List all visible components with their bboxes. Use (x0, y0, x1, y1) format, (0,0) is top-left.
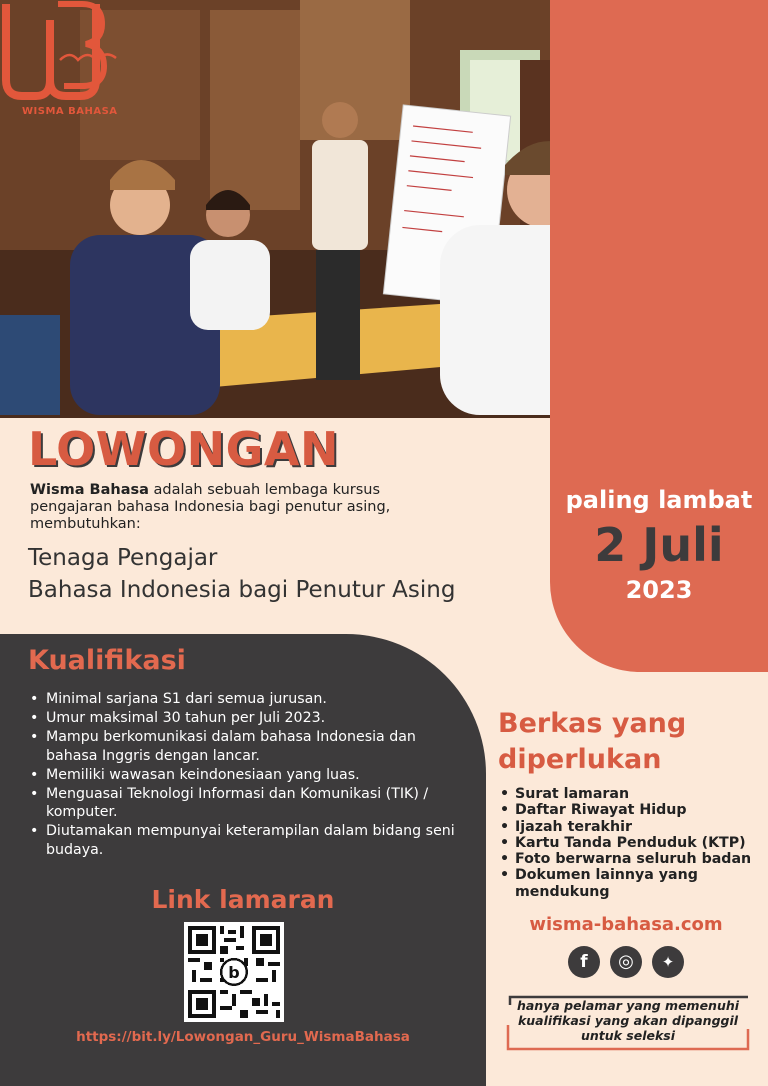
list-item: • Menguasai Teknologi Informasi dan Komunikasi (TIK) / komputer. (28, 785, 468, 822)
logo-wordmark: WISMA BAHASA (22, 106, 118, 117)
social-links (566, 946, 686, 980)
qr-code[interactable] (184, 922, 284, 1022)
twitter-icon[interactable]: ✦ (652, 946, 684, 978)
position-line-2: Bahasa Indonesia bagi Penutur Asing (28, 577, 456, 603)
job-position (28, 542, 548, 606)
list-item: • Dokumen lainnya yang mendukung (500, 867, 762, 900)
selection-note: hanya pelamar yang memenuhi kualifikasi yang akan dipanggil untuk seleksi (516, 998, 740, 1043)
list-item: • Umur maksimal 30 tahun per Juli 2023. (28, 709, 468, 728)
list-item: • Diutamakan mempunyai keterampilan dalam bidang seni budaya. (28, 822, 468, 859)
intro-text (30, 482, 450, 533)
qualifications-list (28, 690, 468, 860)
application-link[interactable]: https://bit.ly/Lowongan_Guru_WismaBahasa (76, 1029, 410, 1045)
svg-text:b: b (228, 963, 240, 982)
deadline-date: 2 Juli (594, 518, 724, 572)
org-name: Wisma Bahasa (30, 482, 149, 498)
documents-list (500, 786, 762, 900)
position-line-1: Tenaga Pengajar (28, 545, 218, 571)
website-link[interactable]: wisma-bahasa.com (529, 914, 723, 935)
page-title: LOWONGAN (28, 422, 339, 476)
list-item: • Mampu berkomunikasi dalam bahasa Indonesia dan bahasa Inggris dengan lancar. (28, 728, 468, 765)
application-title: Link lamaran (151, 885, 335, 914)
wisma-bahasa-logo (0, 0, 120, 110)
deadline (556, 486, 762, 604)
facebook-icon[interactable]: f (568, 946, 600, 978)
list-item: • Surat lamaran (500, 786, 762, 802)
list-item: • Daftar Riwayat Hidup (500, 802, 762, 818)
qualifications-title: Kualifikasi (28, 645, 186, 676)
instagram-icon[interactable]: ◎ (610, 946, 642, 978)
list-item: • Kartu Tanda Penduduk (KTP) (500, 835, 762, 851)
list-item: • Memiliki wawasan keindonesiaan yang luas. (28, 766, 468, 785)
list-item: • Ijazah terakhir (500, 819, 762, 835)
intro-body: adalah sebuah lembaga kursus pengajaran bahasa Indonesia bagi penutur asing, membutuhkan: (30, 482, 391, 532)
list-item: • Minimal sarjana S1 dari semua jurusan. (28, 690, 468, 709)
deadline-label: paling lambat (565, 486, 753, 514)
list-item: • Foto berwarna seluruh badan (500, 851, 762, 867)
documents-title: Berkas yang diperlukan (498, 708, 687, 775)
deadline-year: 2023 (625, 576, 693, 604)
